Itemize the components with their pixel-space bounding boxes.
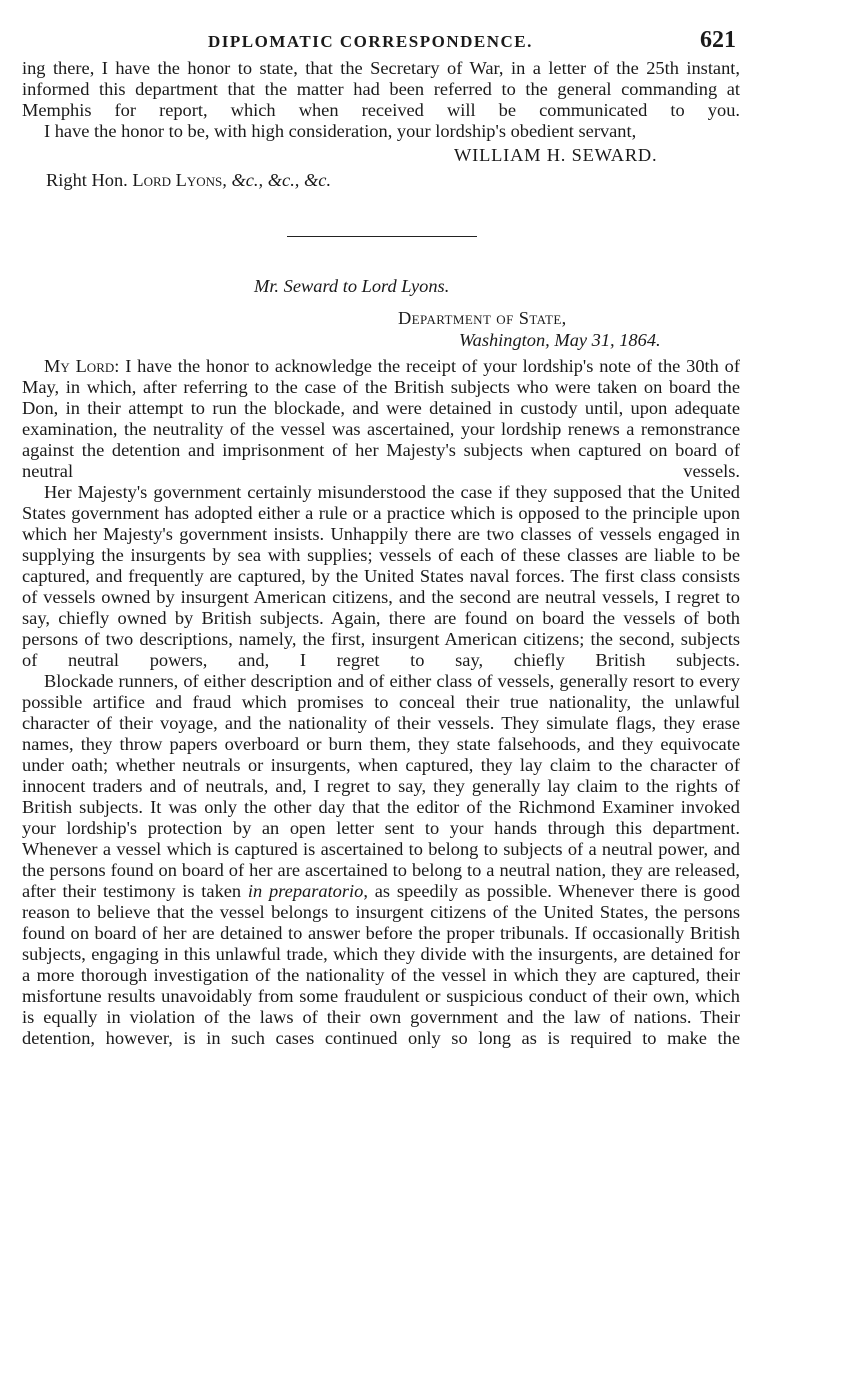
letter-title: Mr. Seward to Lord Lyons. xyxy=(254,276,450,296)
continued-paragraph: ing there, I have the honor to state, that the Secretary of War, in a letter of the 25th instant, informed this department that the matter had been referred to the general commanding at Memphis for report, which when received will be communicated to you. xyxy=(22,58,740,120)
paragraph-text: Blockade runners, of either description and of either class of vessels, generally resort to every possible artifice and fraud which promises to conceal their true nationality, the unlawful character of their voyage, and the nationality of their vessels. They simulate flags, they erase names, they throw papers overboard or burn them, they state falsehoods, and they equivocate under oath; whether neutrals or insurgents, when captured, they lay claim to the character of innocent traders and of neutrals, and, I regret to say, they generally lay claim to the rights of British subjects. It was only the other day that the editor of the Richmond Examiner invoked your lordship's protection by an open letter sent to your hands through this department. Whenever a vessel which is captured is ascertained to belong to subjects of a neutral power, and the persons found on board of her are ascertained to belong to a neutral nation, they are released, after their testimony is taken xyxy=(22,671,740,901)
letter-paragraph xyxy=(22,356,740,482)
addressee-name: Lord Lyons xyxy=(132,170,223,190)
place-date-line xyxy=(22,329,740,351)
continued-text xyxy=(22,58,740,142)
addressee-suffix: , &c., &c., &c. xyxy=(222,170,332,190)
addressee xyxy=(22,168,740,192)
closing-paragraph: I have the honor to be, with high consideration, your lordship's obedient servant, xyxy=(44,121,637,141)
paragraph-text: , as speedily as possible. Whenever there is good reason to believe that the vessel belongs to insurgent citizens of the United States, the persons found on board of her are detained to answer before the proper tribunals. If occasionally British subjects, engaging in this unlawful trade, which they divide with the insurgents, are detained for a more thorough investigation of the nationality of the vessel in which they are captured, their misfortune results unavoidably from some fraudulent or suspicious conduct of their own, which is equally in violation of the laws of their own government and the law of nations. Their detention, however, is in such cases continued only so long as is required to make the xyxy=(22,881,740,1048)
department-heading: Department of State, xyxy=(398,308,567,328)
salutation: My Lord xyxy=(44,356,115,376)
paragraph-text: : I have the honor to acknowledge the receipt of your lordship's note of the 30th of May, in which, after referring to the case of the British subjects who were taken on board the Don, in their attempt to run the blockade, and were detained in custody until, upon adequate examination, the neutrality of the vessel was ascertained, your lordship renews a remonstrance against the detention and imprisonment of her Majesty's subjects when captured on board of neutral vessels. xyxy=(22,356,740,481)
letter-paragraph: Her Majesty's government certainly misunderstood the case if they supposed that the United States government has adopted either a rule or a practice which is opposed to the principle upon which her Majesty's government insists. Unhappily there are two classes of vessels engaged in supplying the insurgents by sea with supplies; vessels of each of these classes are liable to be captured, and frequently are captured, by the United States naval forces. The first class consists of vessels owned by insurgent American citizens, and the second are neutral vessels, I regret to say, chiefly owned by British subjects. Again, there are found on board the vessels of both persons of two descriptions, namely, the first, insurgent American citizens; the second, subjects of neutral powers, and, I regret to say, chiefly British subjects. xyxy=(22,482,740,670)
page-header xyxy=(22,28,740,58)
running-head: DIPLOMATIC CORRESPONDENCE. xyxy=(208,32,533,51)
document-page xyxy=(22,28,740,1049)
page-number: 621 xyxy=(700,27,736,53)
section-divider xyxy=(287,236,477,237)
signature: WILLIAM H. SEWARD. xyxy=(454,145,658,165)
place-date: Washington, May 31, 1864. xyxy=(459,330,661,350)
letter-paragraph xyxy=(22,671,740,1049)
latin-phrase: in preparatorio xyxy=(247,881,364,901)
addressee-prefix: Right Hon. xyxy=(46,170,133,190)
letter-body xyxy=(22,356,740,1049)
